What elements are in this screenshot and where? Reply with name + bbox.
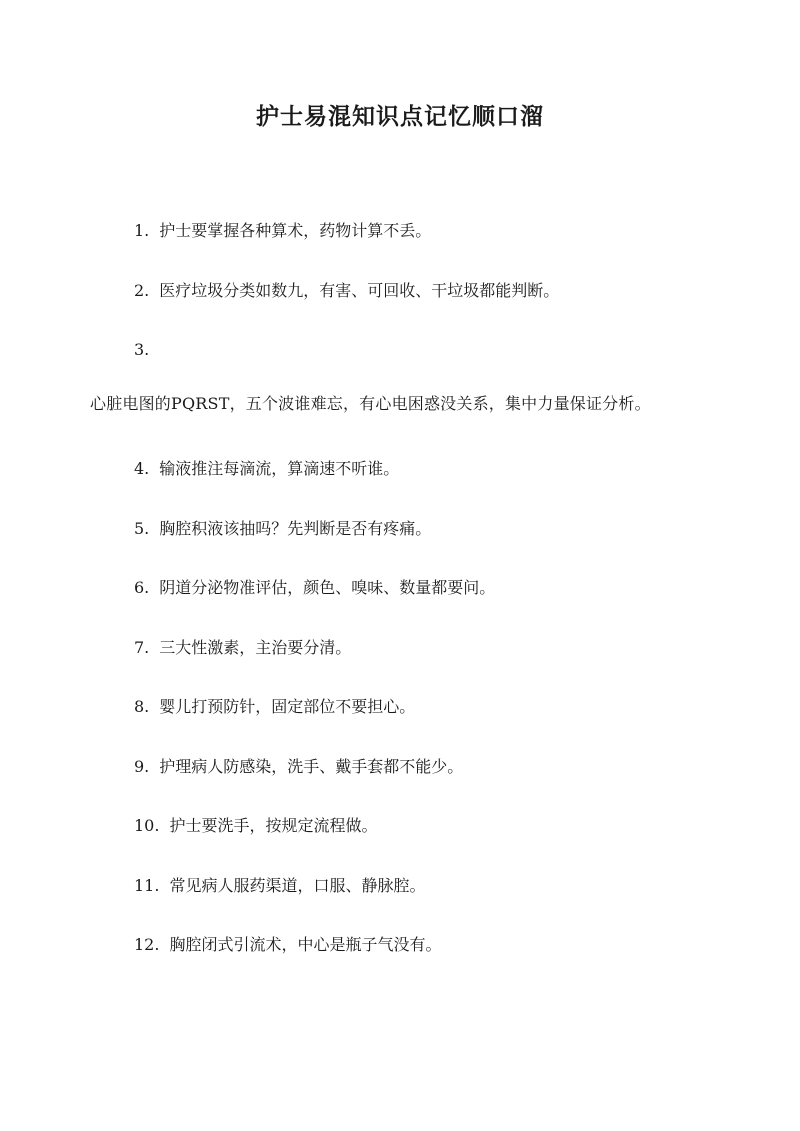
list-item: [0, 689, 800, 725]
item-number: 3.: [134, 340, 150, 359]
item-text: 心脏电图的PQRST，五个波谁难忘，有心电困惑没关系，集中力量保证分析。: [90, 393, 651, 413]
item-text: 护理病人防感染，洗手、戴手套都不能少。: [159, 756, 464, 776]
list-item: [0, 868, 800, 904]
list-item: [0, 332, 800, 428]
list-item: [0, 927, 800, 963]
item-number: 12.: [134, 935, 160, 954]
list-item: [0, 630, 800, 666]
item-number: 8.: [134, 697, 150, 716]
item-number: 5.: [134, 518, 150, 538]
item-number: 1.: [134, 221, 150, 240]
item-text: 阴道分泌物准评估，颜色、嗅味、数量都要问。: [159, 578, 496, 597]
item-number: 6.: [134, 578, 150, 597]
list-item: [0, 213, 800, 249]
list-item: [0, 451, 800, 487]
item-number: 9.: [134, 756, 150, 776]
page-title: 护士易混知识点记忆顺口溜: [256, 103, 544, 130]
list-item: [0, 808, 800, 844]
item-list: [0, 213, 800, 987]
item-text: 婴儿打预防针，固定部位不要担心。: [159, 697, 416, 716]
item-text: 胸腔积液该抽吗？先判断是否有疼痛。: [159, 518, 432, 538]
item-number: 2.: [134, 280, 150, 300]
item-text: 常见病人服药渠道，口服、静脉腔。: [169, 875, 426, 895]
item-number: 4.: [134, 459, 150, 478]
item-number: 7.: [134, 637, 150, 657]
item-text: 护士要洗手，按规定流程做。: [169, 816, 378, 835]
list-item: [0, 570, 800, 606]
item-number: 10.: [134, 816, 160, 835]
list-item: [0, 749, 800, 785]
list-item: [0, 511, 800, 547]
item-text: 胸腔闭式引流术，中心是瓶子气没有。: [169, 935, 442, 954]
item-text: 输液推注每滴流，算滴速不听谁。: [159, 459, 400, 478]
item-number: 11.: [134, 875, 160, 895]
list-item: [0, 273, 800, 309]
item-text: 护士要掌握各种算术，药物计算不丢。: [159, 221, 432, 240]
item-text: 三大性激素，主治要分清。: [159, 637, 352, 657]
item-text: 医疗垃圾分类如数九，有害、可回收、干垃圾都能判断。: [159, 280, 560, 300]
